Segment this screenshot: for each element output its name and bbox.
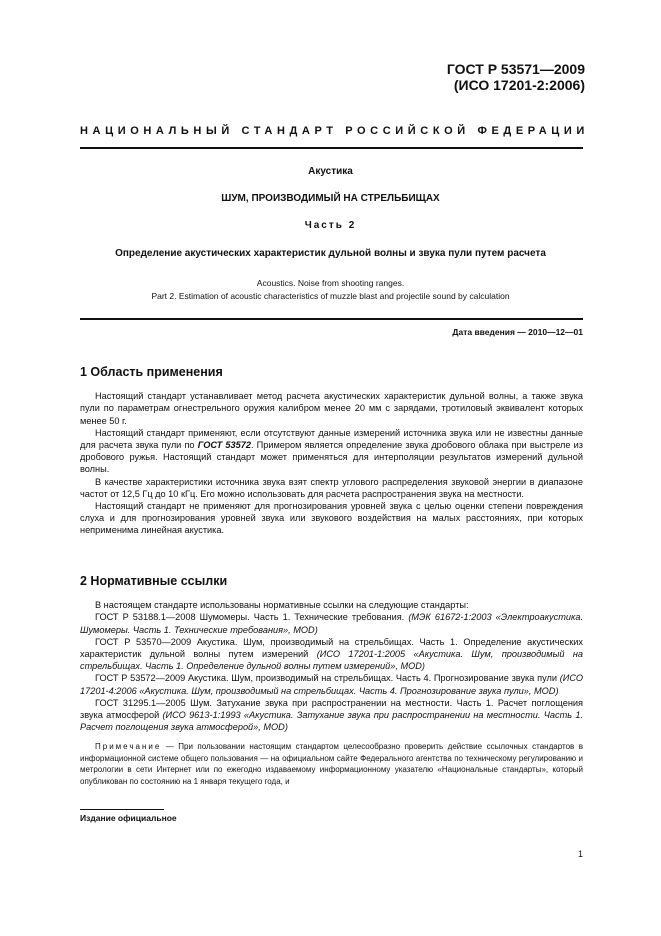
reference-item: ГОСТ 31295.1—2005 Шум. Затухание звука при распространении на местности. Часть 1. Расчет поглощения звука атмосферой (ИСО 9613-1:1993 «Акустика. Затухание звука при распространении на местности. Часть 1. Расчет поглощения звука атмосферой», MOD)	[80, 697, 583, 733]
standard-code-block	[447, 61, 585, 93]
top-divider	[80, 147, 583, 149]
paragraph: В настоящем стандарте использованы нормативные ссылки на следующие стандарты:	[95, 600, 469, 611]
paragraph: Настоящий стандарт применяют, если отсутствуют данные измерений источника звука или не известны данные для расчета звука пули по ГОСТ 53572. Примером является определение звука дробового облака при выстреле из дробового ружья. Настоящий стандарт может применяться для интерполяции результатов измерений дульной волны.	[80, 427, 583, 475]
note-text: — При пользовании настоящим стандартом целесообразно проверить действие ссылочных стандартов в информационной системе общего пользования — на официальном сайте Федерального агентства по техническому регулированию и метрологии в сети Интернет или по ежегодно издаваемому информационному указателю «Национальные стандарты», который опубликован по состоянию на 1 января текущего года, и	[80, 742, 583, 786]
section-heading: 1 Область применения	[80, 365, 223, 379]
page-number: 1	[577, 849, 583, 859]
footer-divider	[80, 809, 164, 810]
english-title	[60, 277, 601, 303]
english-title-line-2: Part 2. Estimation of acoustic characteristics of muzzle blast and projectile sound by calculation	[151, 291, 510, 301]
middle-divider	[80, 318, 583, 320]
title-part: Часть 2	[304, 220, 357, 231]
reference-item: ГОСТ Р 53572—2009 Акустика. Шум, производимый на стрельбищах. Часть 4. Прогнозирование звука пули (ИСО 17201-4:2006 «Акустика. Шум, производимый на стрельбищах. Часть 4. Прогнозирование звука пули», MOD)	[80, 673, 583, 696]
iso-number: (ИСО 17201-2:2006)	[453, 77, 585, 93]
english-title-line-1: Acoustics. Noise from shooting ranges.	[256, 278, 405, 288]
section-normative-references	[80, 575, 583, 795]
paragraph: В качестве характеристики источника звука взят спектр углового распределения звуковой энергии в диапазоне частот от 12,5 Гц до 10 кГц. Его можно использовать для расчета распространения звука на местности.	[80, 476, 583, 499]
section-scope	[80, 366, 583, 537]
paragraph: Настоящий стандарт устанавливает метод расчета акустических характеристик дульной волны, а также звука пули по параметрам огнестрельного оружия калибром менее 20 мм с зарядами, тротиловый эквивалент которых менее 50 г.	[80, 391, 583, 426]
title-subject: Акустика	[308, 166, 353, 177]
title-main: ШУМ, ПРОИЗВОДИМЫЙ НА СТРЕЛЬБИЩАХ	[221, 193, 440, 204]
section-heading: 2 Нормативные ссылки	[80, 574, 228, 588]
reference-item: ГОСТ Р 53570—2009 Акустика. Шум, производимый на стрельбищах. Часть 1. Определение акустических характеристик дульной волны путем измерений (ИСО 17201-1:2005 «Акустика. Шум, производимый на стрельбищах. Часть 1. Определение дульной волны путем измерений», MOD)	[80, 636, 583, 672]
edition-label: Издание официальное	[80, 813, 177, 823]
reference-item: ГОСТ Р 53188.1—2008 Шумомеры. Часть 1. Технические требования. (МЭК 61672-1:2003 «Электроакустика. Шумомеры. Часть 1. Технические требования», MOD)	[80, 612, 584, 635]
standard-number: ГОСТ Р 53571—2009	[446, 61, 585, 77]
note-label: Примечание	[95, 742, 162, 752]
national-standard-banner: НАЦИОНАЛЬНЫЙ СТАНДАРТ РОССИЙСКОЙ ФЕДЕРАЦИИ	[80, 125, 589, 137]
introduction-date: Дата введения — 2010—12—01	[452, 327, 583, 337]
standard-reference: ГОСТ 53572	[197, 440, 251, 451]
paragraph: Настоящий стандарт не применяют для прогнозирования уровней звука с целью оценки степени повреждения слуха и для прогнозирования уровней звука или звукового воздействия на малых расстояниях, при которых неприменима линейная акустика.	[80, 501, 583, 536]
note	[80, 741, 583, 787]
title-subtitle: Определение акустических характеристик дульной волны и звука пули путем расчета	[115, 248, 546, 259]
